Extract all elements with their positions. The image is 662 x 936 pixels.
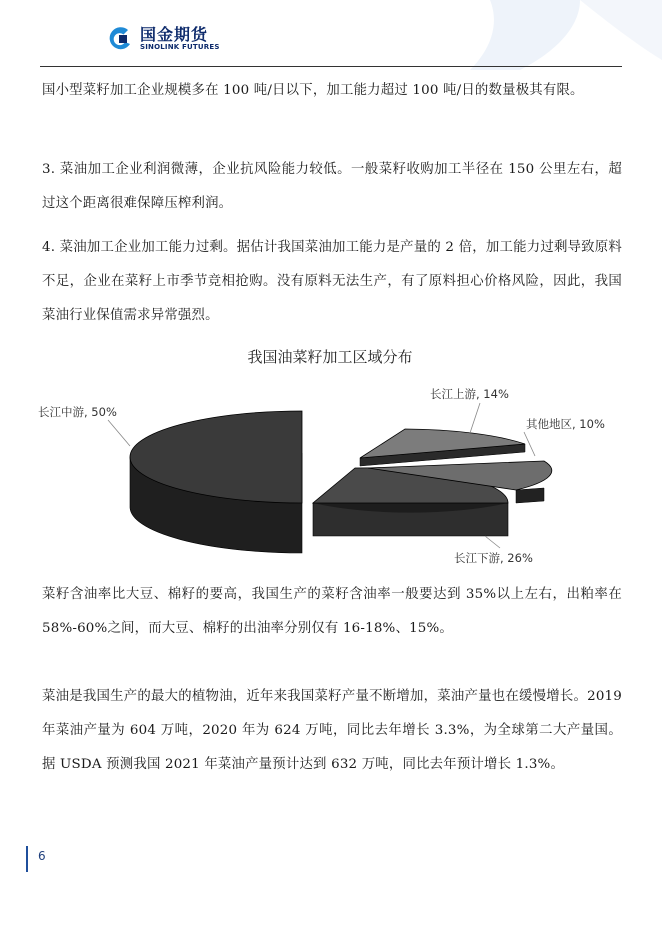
paragraph-5: 菜油是我国生产的最大的植物油，近年来我国菜籽产量不断增加，菜油产量也在缓慢增长。2019 年菜油产量为 604 万吨，2020 年为 624 万吨，同比去年增长 3.3%，为全球第二大产量国。据 USDA 预测我国 2021 年菜油产量预计达到 632 万吨，同比去年预计增长 1.3%。 — [42, 689, 622, 772]
paragraph-2: 3. 菜油加工企业利润微薄，企业抗风险能力较低。一般菜籽收购加工半径在 150 公里左右，超过这个距离很难保障压榨利润。 — [42, 162, 622, 211]
paragraph-4: 菜籽含油率比大豆、棉籽的要高，我国生产的菜籽含油率一般要达到 35%以上左右，出粕率在 58%-60%之间，而大豆、棉籽的出油率分别仅有 16-18%、15%。 — [42, 587, 622, 636]
slice-middle-reaches — [130, 411, 302, 553]
label-lower-reaches: 长江下游, 26% — [454, 551, 533, 565]
pie-chart — [30, 338, 630, 576]
label-other-regions: 其他地区, 10% — [526, 417, 605, 431]
paragraph-3: 4. 菜油加工企业加工能力过剩。据估计我国菜油加工能力是产量的 2 倍，加工能力过剩导致原料不足，企业在菜籽上市季节竞相抢购。没有原料无法生产，有了原料担心价格风险，因此，我国菜油行业保值需求异常强烈。 — [42, 240, 622, 323]
page-number: 6 — [38, 849, 46, 863]
slice-upper-reaches — [360, 429, 525, 466]
company-name-en: SINOLINK FUTURES — [140, 43, 220, 51]
chart-title: 我国油菜籽加工区域分布 — [247, 348, 413, 366]
company-logo — [108, 26, 220, 52]
watermark-decoration — [430, 0, 662, 70]
paragraph-1: 国小型菜籽加工企业规模多在 100 吨/日以下，加工能力超过 100 吨/日的数量极其有限。 — [42, 83, 584, 98]
label-upper-reaches: 长江上游, 14% — [430, 387, 509, 401]
label-middle-reaches: 长江中游, 50% — [38, 405, 117, 419]
logo-mark-icon — [108, 26, 134, 52]
page-number-bar — [26, 846, 28, 872]
company-name-cn: 国金期货 — [140, 25, 209, 44]
header-divider — [40, 66, 622, 67]
